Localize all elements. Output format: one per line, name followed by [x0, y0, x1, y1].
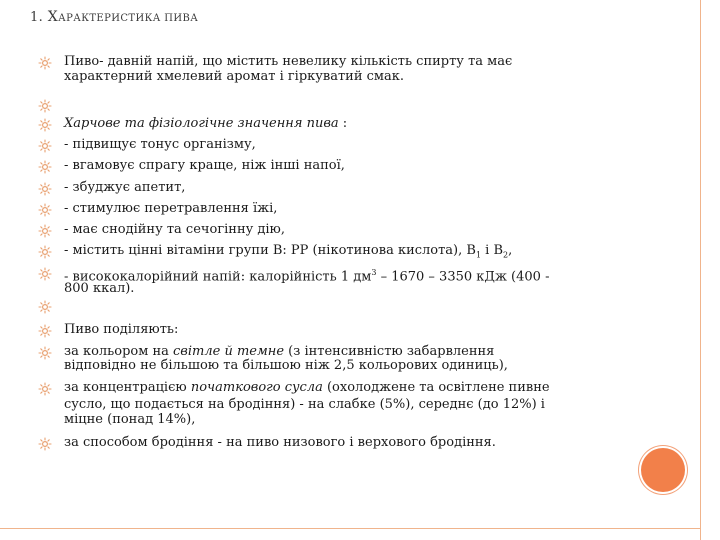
- text-line: за способом бродіння - на пиво низового і верхового бродіння.: [64, 435, 496, 450]
- text-line: 800 ккал).: [64, 281, 135, 296]
- text-line: відповідно не більшою та більшою ніж 2,5 кольорових одиниць),: [64, 358, 508, 373]
- text-line: - має снодійну та сечогінну дію,: [64, 222, 286, 237]
- bullet-icon: [38, 323, 52, 337]
- text-line: Пиво поділяють:: [64, 322, 179, 337]
- text-line: сусло, що подається на бродіння) - на слабке (5%), середнє (до 12%) і: [64, 397, 545, 412]
- bullet-icon: [38, 98, 52, 112]
- bullet-icon: [38, 381, 52, 395]
- title-first-letter: Х: [47, 9, 59, 25]
- decorative-circle: [641, 448, 685, 492]
- bullet-column: [38, 0, 58, 540]
- bullet-icon: [38, 244, 52, 258]
- bottom-border-line: [0, 528, 700, 529]
- title-number: 1.: [30, 10, 48, 25]
- bullet-icon: [38, 181, 52, 195]
- text-line: за кольором на світле й темне (з інтенсивністю забарвлення: [64, 344, 495, 359]
- bullet-icon: [38, 202, 52, 216]
- text-line: - висококалорійний напій: калорійність 1 $дм^3 - 1670 - 3350$ кДж (400 -: [64, 268, 550, 285]
- right-border-line: [700, 0, 701, 540]
- bullet-icon: [38, 345, 52, 359]
- text-line: - стимулює перетравлення їжі,: [64, 201, 278, 216]
- text-line: за концентрацією початкового сусла (охолоджене та освітлене пивне: [64, 380, 550, 395]
- bullet-icon: [38, 117, 52, 131]
- bullet-icon: [38, 159, 52, 173]
- text-line: характерний хмелевий аромат і гіркуватий смак.: [64, 69, 405, 84]
- bullet-icon: [38, 436, 52, 450]
- text-line: - вгамовує спрагу краще, ніж інші напої,: [64, 158, 345, 173]
- italic-phrase: Харчове та фізіологічне значення пива: [64, 116, 339, 131]
- text-line: - містить цінні вітаміни групи В: РР (нікотинова кислота), $В_1$ і $В_2$,: [64, 243, 513, 260]
- bullet-icon: [38, 266, 52, 280]
- bullet-icon: [38, 55, 52, 69]
- bullet-icon: [38, 138, 52, 152]
- text-line: Пиво- давній напій, що містить невелику кількість спирту та має: [64, 54, 513, 69]
- text-line: - збуджує апетит,: [64, 180, 186, 195]
- bullet-icon: [38, 223, 52, 237]
- bullet-icon: [38, 299, 52, 313]
- text-line: - підвищує тонус організму,: [64, 137, 256, 152]
- italic-phrase: світле й темне: [173, 344, 285, 359]
- title-rest: АРАКТЕРИСТИКА ПИВА: [58, 13, 199, 24]
- italic-phrase: початкового сусла: [190, 380, 323, 395]
- text-line: Харчове та фізіологічне значення пива :: [64, 116, 348, 131]
- text-line: міцне (понад 14%),: [64, 412, 196, 427]
